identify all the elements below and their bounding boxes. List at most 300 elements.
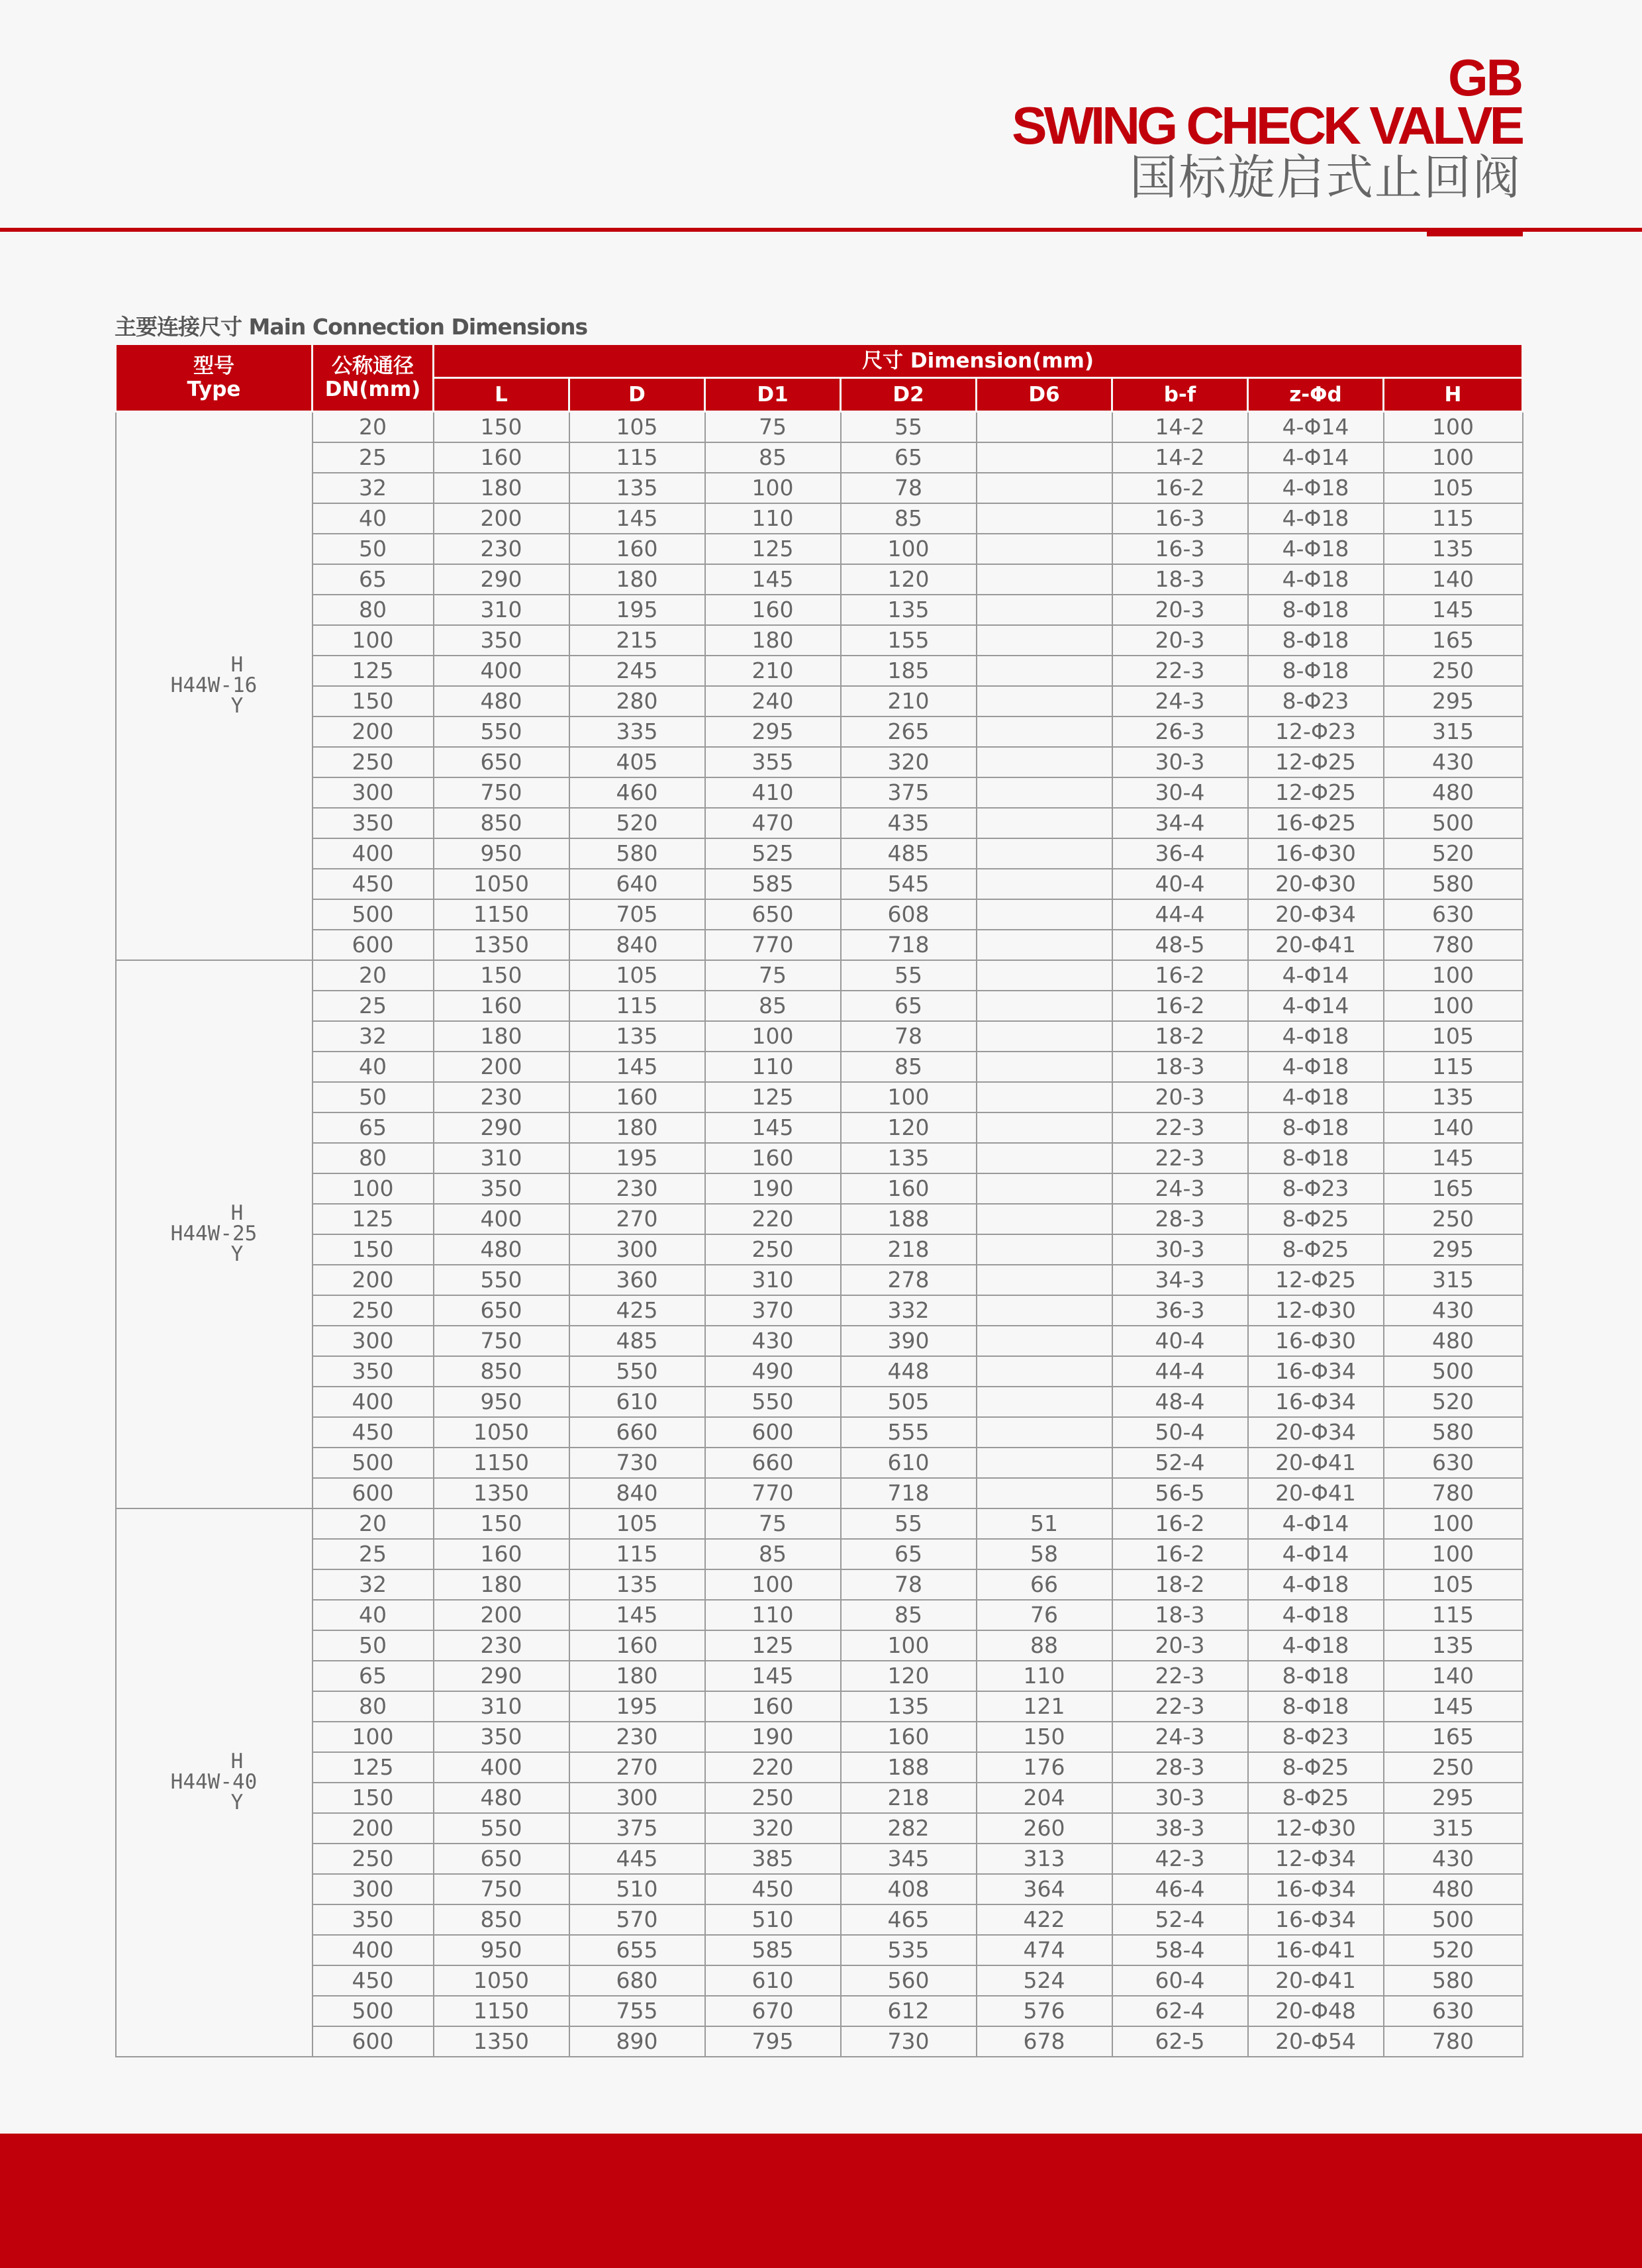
dimension-cell: 678	[977, 2026, 1112, 2057]
dimension-cell: 230	[434, 1082, 569, 1112]
dimension-cell: 16-2	[1112, 473, 1248, 503]
dimension-cell: 34-3	[1112, 1265, 1248, 1295]
column-header: D6	[977, 378, 1112, 412]
dimension-cell: 46-4	[1112, 1874, 1248, 1904]
dn-cell: 20	[313, 1508, 434, 1539]
model-variant-bottom: Y	[230, 1791, 244, 1814]
dimension-cell: 4-Φ18	[1248, 1082, 1384, 1112]
dn-cell: 400	[313, 1387, 434, 1417]
dimension-cell: 16-Φ41	[1248, 1935, 1384, 1965]
table-row	[116, 412, 1523, 442]
dimension-cell: 280	[569, 686, 705, 716]
type-header-en: Type	[187, 377, 241, 401]
dimension-cell: 4-Φ18	[1248, 534, 1384, 564]
dimension-cell: 490	[705, 1356, 841, 1387]
dimension-cell: 950	[434, 1935, 569, 1965]
dimension-cell: 115	[1384, 503, 1523, 534]
dimension-cell: 400	[434, 1204, 569, 1234]
dimension-cell: 405	[569, 747, 705, 777]
dimension-cell: 100	[705, 1021, 841, 1052]
dimension-cell: 160	[434, 1539, 569, 1569]
dimension-cell: 100	[1384, 1539, 1523, 1569]
dimension-cell	[977, 1417, 1112, 1448]
table-row	[116, 1478, 1523, 1508]
dimension-cell: 600	[705, 1417, 841, 1448]
dn-cell: 100	[313, 625, 434, 656]
dimension-cell: 16-2	[1112, 991, 1248, 1021]
dn-cell: 25	[313, 442, 434, 473]
dimension-cell: 180	[434, 1021, 569, 1052]
dn-cell: 80	[313, 595, 434, 625]
dimension-cell: 195	[569, 1143, 705, 1173]
dimension-cell: 105	[1384, 473, 1523, 503]
type-header-cn: 型号	[193, 354, 234, 379]
dimension-cell: 160	[434, 991, 569, 1021]
dimension-cell: 160	[705, 595, 841, 625]
table-row	[116, 534, 1523, 564]
dn-cell: 450	[313, 869, 434, 899]
dimension-cell: 12-Φ30	[1248, 1295, 1384, 1326]
dn-cell: 200	[313, 716, 434, 747]
dimension-cell: 16-Φ34	[1248, 1356, 1384, 1387]
table-row	[116, 899, 1523, 930]
dimension-cell: 250	[1384, 1752, 1523, 1783]
dimension-cell: 55	[841, 412, 977, 442]
column-header: D1	[705, 378, 841, 412]
dimension-cell: 500	[1384, 808, 1523, 838]
dimension-cell: 500	[1384, 1356, 1523, 1387]
dimension-cell: 105	[1384, 1569, 1523, 1600]
dimension-cell: 535	[841, 1935, 977, 1965]
dimension-cell: 40-4	[1112, 869, 1248, 899]
dimension-cell: 315	[1384, 716, 1523, 747]
dimension-cell: 245	[569, 656, 705, 686]
dimension-cell: 580	[1384, 869, 1523, 899]
dimension-cell: 950	[434, 1387, 569, 1417]
dimension-cell: 550	[434, 716, 569, 747]
dimension-cell: 8-Φ23	[1248, 686, 1384, 716]
dimension-cell: 160	[569, 1082, 705, 1112]
dimension-cell: 180	[569, 1112, 705, 1143]
dimension-cell	[977, 1112, 1112, 1143]
dimension-cell: 1150	[434, 1996, 569, 2026]
dimension-cell: 310	[705, 1265, 841, 1295]
table-row	[116, 1082, 1523, 1112]
table-row	[116, 686, 1523, 716]
dimension-cell: 100	[1384, 960, 1523, 991]
dimension-cell: 65	[841, 442, 977, 473]
dn-cell: 350	[313, 808, 434, 838]
dimension-cell: 135	[569, 473, 705, 503]
table-row	[116, 625, 1523, 656]
dimension-cell: 18-3	[1112, 1600, 1248, 1630]
dimension-cell: 510	[569, 1874, 705, 1904]
dimension-cell: 16-2	[1112, 1539, 1248, 1569]
dimension-cell: 850	[434, 1356, 569, 1387]
dimension-cell: 4-Φ18	[1248, 503, 1384, 534]
dimension-cell: 313	[977, 1844, 1112, 1874]
dimension-cell: 150	[434, 412, 569, 442]
dn-cell: 500	[313, 899, 434, 930]
dimension-cell: 8-Φ18	[1248, 656, 1384, 686]
dimension-cell: 55	[841, 960, 977, 991]
dimension-cell: 795	[705, 2026, 841, 2057]
dimension-cell: 580	[1384, 1965, 1523, 1996]
dimension-cell: 570	[569, 1904, 705, 1935]
dimension-cell	[977, 503, 1112, 534]
dimension-cell: 38-3	[1112, 1813, 1248, 1844]
dimension-cell: 630	[1384, 1448, 1523, 1478]
model-variant-bottom: Y	[230, 1242, 244, 1266]
dimension-cell: 60-4	[1112, 1965, 1248, 1996]
header-divider	[0, 228, 1642, 232]
dimension-cell: 24-3	[1112, 1722, 1248, 1752]
dimension-cell: 20-Φ41	[1248, 930, 1384, 960]
dimension-cell: 75	[705, 960, 841, 991]
dimension-cell: 30-3	[1112, 747, 1248, 777]
dimension-cell: 24-3	[1112, 686, 1248, 716]
dimension-cell: 88	[977, 1630, 1112, 1661]
dn-cell: 500	[313, 1996, 434, 2026]
dimension-cell: 650	[434, 1844, 569, 1874]
table-row	[116, 1021, 1523, 1052]
table-row	[116, 991, 1523, 1021]
dn-cell: 600	[313, 930, 434, 960]
dimension-cell: 670	[705, 1996, 841, 2026]
dimension-cell: 180	[569, 1661, 705, 1691]
dimension-cell: 890	[569, 2026, 705, 2057]
dimension-cell: 448	[841, 1356, 977, 1387]
dimension-cell: 16-Φ30	[1248, 838, 1384, 869]
dimension-cell: 100	[841, 1630, 977, 1661]
table-row	[116, 1783, 1523, 1813]
dimension-cell: 4-Φ18	[1248, 1630, 1384, 1661]
dimension-cell: 135	[841, 595, 977, 625]
dn-cell: 250	[313, 1295, 434, 1326]
dimension-cell: 115	[569, 991, 705, 1021]
dimension-cell: 105	[1384, 1021, 1523, 1052]
dimension-cell: 160	[569, 534, 705, 564]
dimension-cell: 290	[434, 1112, 569, 1143]
dimension-cell: 55	[841, 1508, 977, 1539]
table-row	[116, 473, 1523, 503]
table-row	[116, 595, 1523, 625]
dimension-cell: 140	[1384, 564, 1523, 595]
dimension-cell: 1350	[434, 2026, 569, 2057]
dimension-cell: 310	[434, 595, 569, 625]
dimension-cell: 155	[841, 625, 977, 656]
dimension-cell: 1050	[434, 1417, 569, 1448]
dimension-cell: 850	[434, 1904, 569, 1935]
dimension-cell: 400	[434, 656, 569, 686]
model-name: H44W-25	[170, 1222, 258, 1246]
table-row	[116, 1752, 1523, 1783]
column-header: L	[434, 378, 569, 412]
dn-cell: 400	[313, 1935, 434, 1965]
dimension-cell: 612	[841, 1996, 977, 2026]
dn-cell: 80	[313, 1143, 434, 1173]
dimension-cell: 30-4	[1112, 777, 1248, 808]
dimension-cell: 188	[841, 1752, 977, 1783]
dimension-cell: 190	[705, 1722, 841, 1752]
dimension-cell: 755	[569, 1996, 705, 2026]
dimension-cell: 310	[434, 1691, 569, 1722]
dimension-cell: 200	[434, 1600, 569, 1630]
dn-cell: 80	[313, 1691, 434, 1722]
table-row	[116, 777, 1523, 808]
dimension-cell: 100	[1384, 991, 1523, 1021]
dimension-cell: 210	[841, 686, 977, 716]
dn-cell: 20	[313, 412, 434, 442]
dimension-cell: 315	[1384, 1813, 1523, 1844]
dimension-cell: 30-3	[1112, 1783, 1248, 1813]
dn-cell: 40	[313, 503, 434, 534]
dn-cell: 65	[313, 1112, 434, 1143]
dimension-cell: 100	[705, 473, 841, 503]
dimension-cell: 408	[841, 1874, 977, 1904]
dimension-cell: 16-Φ34	[1248, 1874, 1384, 1904]
dimension-cell: 360	[569, 1265, 705, 1295]
dimension-cell: 195	[569, 1691, 705, 1722]
dimension-cell: 36-4	[1112, 838, 1248, 869]
table-row	[116, 1844, 1523, 1874]
dimension-cell	[977, 899, 1112, 930]
dimension-cell: 1050	[434, 1965, 569, 1996]
dimension-cell: 75	[705, 1508, 841, 1539]
dimension-cell: 8-Φ25	[1248, 1234, 1384, 1265]
dimension-cell: 75	[705, 412, 841, 442]
dimension-cell: 270	[569, 1752, 705, 1783]
dimension-cell: 20-3	[1112, 595, 1248, 625]
table-row	[116, 1356, 1523, 1387]
table-row	[116, 1813, 1523, 1844]
dn-cell: 25	[313, 1539, 434, 1569]
dimension-cell: 270	[569, 1204, 705, 1234]
dimension-cell: 48-4	[1112, 1387, 1248, 1417]
dimension-cell: 14-2	[1112, 412, 1248, 442]
dimension-cell: 78	[841, 1569, 977, 1600]
dimension-cell: 160	[434, 442, 569, 473]
dimension-cell	[977, 625, 1112, 656]
page-footer-bar	[0, 2134, 1642, 2268]
dimension-cell	[977, 1052, 1112, 1082]
dn-cell: 50	[313, 1082, 434, 1112]
table-row	[116, 1965, 1523, 1996]
dimension-cell	[977, 1295, 1112, 1326]
dimension-cell	[977, 1021, 1112, 1052]
dn-cell: 600	[313, 2026, 434, 2057]
dimension-cell: 18-3	[1112, 564, 1248, 595]
dimension-cell: 105	[569, 412, 705, 442]
dimension-cell: 520	[569, 808, 705, 838]
dimension-cell: 145	[705, 564, 841, 595]
dimension-cell: 20-Φ34	[1248, 899, 1384, 930]
dimension-cell	[977, 1204, 1112, 1234]
dn-cell: 450	[313, 1417, 434, 1448]
column-header: D2	[841, 378, 977, 412]
dimension-cell: 150	[434, 960, 569, 991]
table-row	[116, 1204, 1523, 1234]
dimension-cell: 550	[705, 1387, 841, 1417]
dimension-cell: 16-3	[1112, 534, 1248, 564]
dimension-cell: 58	[977, 1539, 1112, 1569]
dimension-cell: 550	[434, 1265, 569, 1295]
dimension-cell: 145	[1384, 595, 1523, 625]
type-header	[116, 344, 313, 412]
dimension-cell: 585	[705, 869, 841, 899]
dimension-cell: 100	[1384, 442, 1523, 473]
dn-cell: 500	[313, 1448, 434, 1478]
dimension-cell: 22-3	[1112, 656, 1248, 686]
dimension-cell: 8-Φ18	[1248, 595, 1384, 625]
dimension-cell: 770	[705, 1478, 841, 1508]
dimension-cell: 185	[841, 656, 977, 686]
dimension-cell: 30-3	[1112, 1234, 1248, 1265]
dimension-cell: 4-Φ14	[1248, 442, 1384, 473]
dimension-cell: 335	[569, 716, 705, 747]
dimension-cell: 85	[705, 442, 841, 473]
dimension-cell: 195	[569, 595, 705, 625]
dimension-cell: 100	[705, 1569, 841, 1600]
dimension-cell: 8-Φ23	[1248, 1173, 1384, 1204]
dimension-cell: 20-3	[1112, 1630, 1248, 1661]
dn-cell: 150	[313, 686, 434, 716]
dimension-cell	[977, 716, 1112, 747]
dimension-cell: 85	[705, 991, 841, 1021]
dimension-header: 尺寸 Dimension(mm)	[434, 344, 1523, 378]
dn-cell: 400	[313, 838, 434, 869]
dimension-cell: 176	[977, 1752, 1112, 1783]
dimension-cell: 160	[841, 1173, 977, 1204]
dimension-cell: 310	[434, 1143, 569, 1173]
dimension-cell: 48-5	[1112, 930, 1248, 960]
dimension-cell: 120	[841, 564, 977, 595]
column-header: H	[1384, 378, 1523, 412]
dimension-cell: 85	[841, 503, 977, 534]
dimension-cell: 52-4	[1112, 1904, 1248, 1935]
dn-cell: 50	[313, 534, 434, 564]
dimension-cell: 150	[977, 1722, 1112, 1752]
dimension-cell: 8-Φ18	[1248, 1691, 1384, 1722]
dimension-cell: 78	[841, 1021, 977, 1052]
table-row	[116, 1996, 1523, 2026]
dimension-cell: 150	[434, 1508, 569, 1539]
dimension-cell: 608	[841, 899, 977, 930]
dimension-cell: 680	[569, 1965, 705, 1996]
dn-cell: 200	[313, 1813, 434, 1844]
dimension-cell: 780	[1384, 2026, 1523, 2057]
dimension-cell: 460	[569, 777, 705, 808]
dimension-cell: 350	[434, 1173, 569, 1204]
dimension-cell	[977, 534, 1112, 564]
dimension-cell: 4-Φ14	[1248, 1539, 1384, 1569]
dimension-cell: 140	[1384, 1112, 1523, 1143]
dimension-cell: 1050	[434, 869, 569, 899]
dimension-cell: 770	[705, 930, 841, 960]
dimension-cell: 580	[569, 838, 705, 869]
dimension-cell: 58-4	[1112, 1935, 1248, 1965]
dimension-cell	[977, 412, 1112, 442]
dimension-cell	[977, 1387, 1112, 1417]
dimension-cell: 480	[434, 686, 569, 716]
dimension-cell: 125	[705, 1630, 841, 1661]
table-row	[116, 564, 1523, 595]
dimension-cell: 750	[434, 1326, 569, 1356]
dimension-cell: 630	[1384, 899, 1523, 930]
dimension-cell: 210	[705, 656, 841, 686]
dimension-cell: 295	[1384, 686, 1523, 716]
dimension-cell: 470	[705, 808, 841, 838]
dimension-cell: 425	[569, 1295, 705, 1326]
dimension-cell: 295	[1384, 1234, 1523, 1265]
column-header: b-f	[1112, 378, 1248, 412]
dimension-cell: 20-Φ34	[1248, 1417, 1384, 1448]
section-title: 主要连接尺寸 Main Connection Dimensions	[115, 314, 588, 340]
table-body	[116, 412, 1523, 2057]
dn-cell: 125	[313, 1752, 434, 1783]
dimension-cell: 650	[434, 1295, 569, 1326]
dimension-cell	[977, 656, 1112, 686]
dimension-cell: 576	[977, 1996, 1112, 2026]
dimension-cell: 840	[569, 1478, 705, 1508]
dimension-cell: 16-Φ30	[1248, 1326, 1384, 1356]
dimension-cell: 125	[705, 534, 841, 564]
dimension-cell: 160	[705, 1143, 841, 1173]
model-name: H44W-16	[170, 673, 258, 698]
dimension-cell: 480	[434, 1783, 569, 1813]
dimension-cell: 345	[841, 1844, 977, 1874]
dimension-cell: 250	[705, 1783, 841, 1813]
dimension-cell: 230	[569, 1173, 705, 1204]
dimension-cell	[977, 869, 1112, 899]
dn-cell: 300	[313, 1874, 434, 1904]
model-cell	[116, 960, 313, 1508]
dn-cell: 600	[313, 1478, 434, 1508]
dimension-cell: 44-4	[1112, 1356, 1248, 1387]
dimension-cell: 85	[841, 1600, 977, 1630]
table-row	[116, 656, 1523, 686]
dimension-cell: 62-4	[1112, 1996, 1248, 2026]
dimension-cell: 220	[705, 1752, 841, 1783]
dimension-cell: 16-2	[1112, 960, 1248, 991]
dimension-cell: 430	[705, 1326, 841, 1356]
dimension-cell: 135	[1384, 534, 1523, 564]
dimension-cell: 8-Φ18	[1248, 1112, 1384, 1143]
dn-cell: 300	[313, 777, 434, 808]
dimension-cell: 278	[841, 1265, 977, 1295]
standard-code: GB	[1448, 48, 1521, 107]
dimension-cell: 145	[569, 1052, 705, 1082]
dimension-cell: 140	[1384, 1661, 1523, 1691]
dimension-cell: 705	[569, 899, 705, 930]
dimension-cell: 16-Φ25	[1248, 808, 1384, 838]
dimension-cell: 8-Φ18	[1248, 1143, 1384, 1173]
column-header: z-Φd	[1248, 378, 1384, 412]
dimension-cell	[977, 838, 1112, 869]
dimension-cell: 110	[977, 1661, 1112, 1691]
dimension-cell: 42-3	[1112, 1844, 1248, 1874]
dn-cell: 350	[313, 1904, 434, 1935]
dimension-cell	[977, 960, 1112, 991]
dimension-cell	[977, 1448, 1112, 1478]
dimension-cell: 62-5	[1112, 2026, 1248, 2057]
table-row	[116, 1935, 1523, 1965]
dimension-cell: 16-3	[1112, 503, 1248, 534]
dimension-cell: 8-Φ18	[1248, 1661, 1384, 1691]
dimension-cell: 85	[705, 1539, 841, 1569]
dimension-cell	[977, 991, 1112, 1021]
table-row	[116, 503, 1523, 534]
